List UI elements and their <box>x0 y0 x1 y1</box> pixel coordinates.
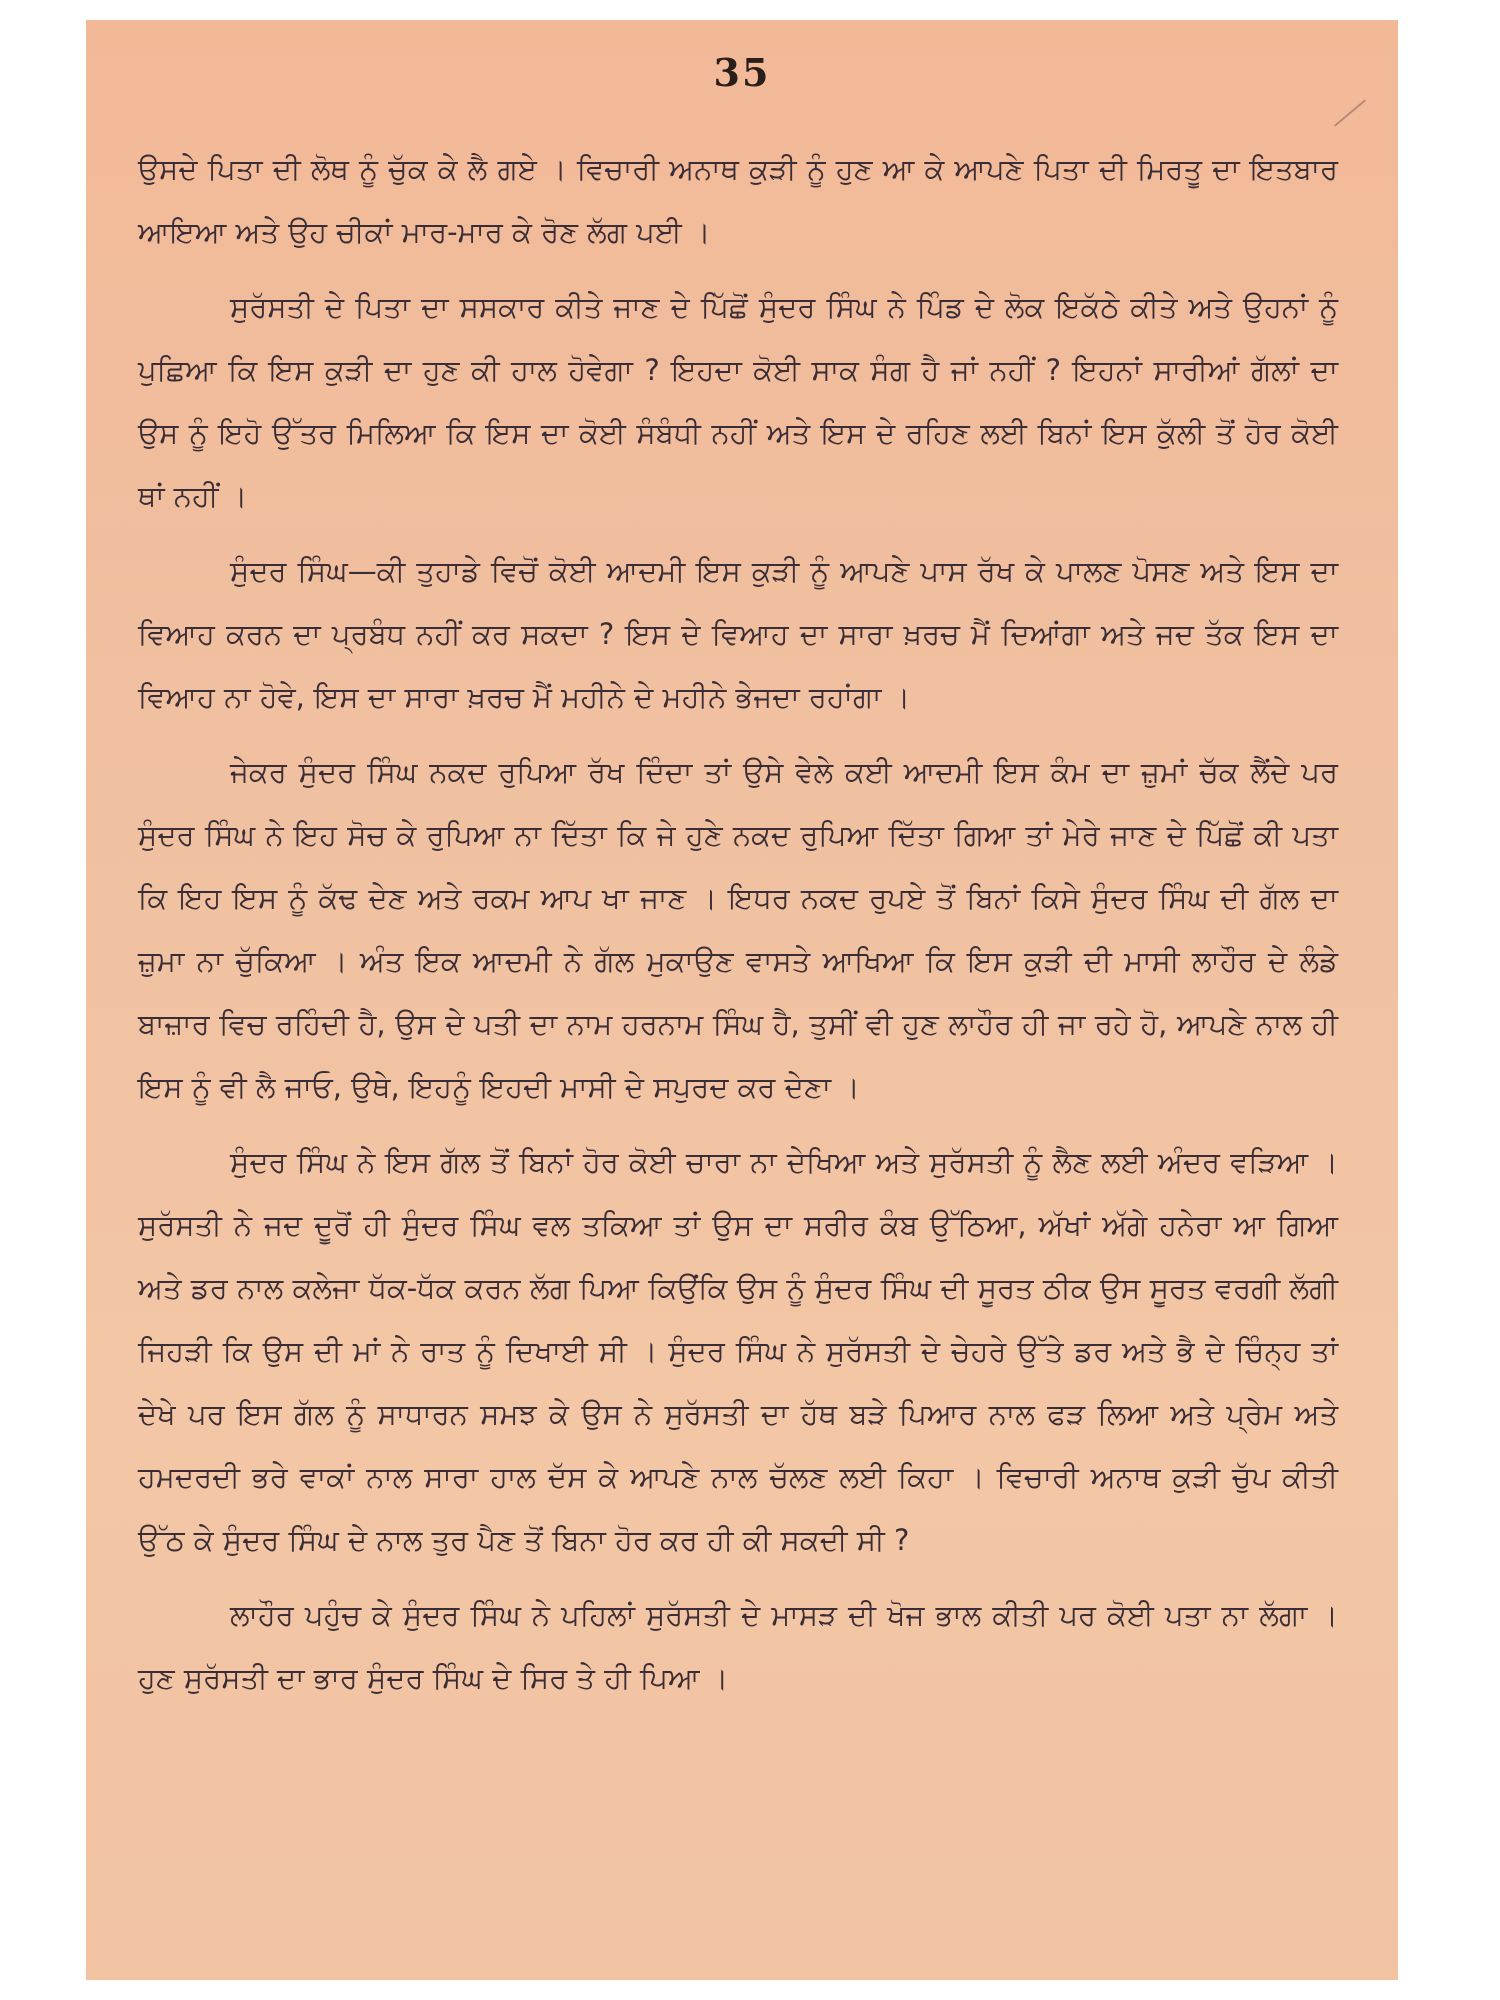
book-page <box>86 20 1398 1980</box>
paragraph-3: ਸੁੰਦਰ ਸਿੰਘ—ਕੀ ਤੁਹਾਡੇ ਵਿਚੋਂ ਕੋਈ ਆਦਮੀ ਇਸ ਕੁੜੀ ਨੂੰ ਆਪਣੇ ਪਾਸ ਰੱਖ ਕੇ ਪਾਲਣ ਪੋਸਣ ਅਤੇ ਇਸ ਦਾ ਵਿਆਹ ਕਰਨ ਦਾ ਪ੍ਰਬੰਧ ਨਹੀਂ ਕਰ ਸਕਦਾ ? ਇਸ ਦੇ ਵਿਆਹ ਦਾ ਸਾਰਾ ਖ਼ਰਚ ਮੈਂ ਦਿਆਂਗਾ ਅਤੇ ਜਦ ਤੱਕ ਇਸ ਦਾ ਵਿਆਹ ਨਾ ਹੋਵੇ, ਇਸ ਦਾ ਸਾਰਾ ਖ਼ਰਚ ਮੈਂ ਮਹੀਨੇ ਦੇ ਮਹੀਨੇ ਭੇਜਦਾ ਰਹਾਂਗਾ । <box>138 554 1338 714</box>
paragraph-1: ਉਸਦੇ ਪਿਤਾ ਦੀ ਲੋਥ ਨੂੰ ਚੁੱਕ ਕੇ ਲੈ ਗਏ । ਵਿਚਾਰੀ ਅਨਾਥ ਕੁੜੀ ਨੂੰ ਹੁਣ ਆ ਕੇ ਆਪਣੇ ਪਿਤਾ ਦੀ ਮਿਰਤੂ ਦਾ ਇਤਬਾਰ ਆਇਆ ਅਤੇ ਉਹ ਚੀਕਾਂ ਮਾਰ-ਮਾਰ ਕੇ ਰੋਣ ਲੱਗ ਪਈ । <box>138 152 1338 249</box>
paper-mark <box>1334 99 1366 126</box>
page-number: 35 <box>713 50 771 95</box>
paragraph-2: ਸੁਰੱਸਤੀ ਦੇ ਪਿਤਾ ਦਾ ਸਸਕਾਰ ਕੀਤੇ ਜਾਣ ਦੇ ਪਿੱਛੋਂ ਸੁੰਦਰ ਸਿੰਘ ਨੇ ਪਿੰਡ ਦੇ ਲੋਕ ਇਕੱਠੇ ਕੀਤੇ ਅਤੇ ਉਹਨਾਂ ਨੂੰ ਪੁਛਿਆ ਕਿ ਇਸ ਕੁੜੀ ਦਾ ਹੁਣ ਕੀ ਹਾਲ ਹੋਵੇਗਾ ? ਇਹਦਾ ਕੋਈ ਸਾਕ ਸੰਗ ਹੈ ਜਾਂ ਨਹੀਂ ? ਇਹਨਾਂ ਸਾਰੀਆਂ ਗੱਲਾਂ ਦਾ ਉਸ ਨੂੰ ਇਹੋ ਉੱਤਰ ਮਿਲਿਆ ਕਿ ਇਸ ਦਾ ਕੋਈ ਸੰਬੰਧੀ ਨਹੀਂ ਅਤੇ ਇਸ ਦੇ ਰਹਿਣ ਲਈ ਬਿਨਾਂ ਇਸ ਕੁੱਲੀ ਤੋਂ ਹੋਰ ਕੋਈ ਥਾਂ ਨਹੀਂ । <box>138 290 1338 513</box>
paragraph-4: ਜੇਕਰ ਸੁੰਦਰ ਸਿੰਘ ਨਕਦ ਰੁਪਿਆ ਰੱਖ ਦਿੰਦਾ ਤਾਂ ਉਸੇ ਵੇਲੇ ਕਈ ਆਦਮੀ ਇਸ ਕੰਮ ਦਾ ਜ਼ੁਮਾਂ ਚੱਕ ਲੈਂਦੇ ਪਰ ਸੁੰਦਰ ਸਿੰਘ ਨੇ ਇਹ ਸੋਚ ਕੇ ਰੁਪਿਆ ਨਾ ਦਿੱਤਾ ਕਿ ਜੇ ਹੁਣੇ ਨਕਦ ਰੁਪਿਆ ਦਿੱਤਾ ਗਿਆ ਤਾਂ ਮੇਰੇ ਜਾਣ ਦੇ ਪਿੱਛੋਂ ਕੀ ਪਤਾ ਕਿ ਇਹ ਇਸ ਨੂੰ ਕੱਢ ਦੇਣ ਅਤੇ ਰਕਮ ਆਪ ਖਾ ਜਾਣ । ਇਧਰ ਨਕਦ ਰੁਪਏ ਤੋਂ ਬਿਨਾਂ ਕਿਸੇ ਸੁੰਦਰ ਸਿੰਘ ਦੀ ਗੱਲ ਦਾ ਜ਼ੁਮਾ ਨਾ ਚੁੱਕਿਆ । ਅੰਤ ਇਕ ਆਦਮੀ ਨੇ ਗੱਲ ਮੁਕਾਉਣ ਵਾਸਤੇ ਆਖਿਆ ਕਿ ਇਸ ਕੁੜੀ ਦੀ ਮਾਸੀ ਲਾਹੌਰ ਦੇ ਲੰਡੇ ਬਾਜ਼ਾਰ ਵਿਚ ਰਹਿੰਦੀ ਹੈ, ਉਸ ਦੇ ਪਤੀ ਦਾ ਨਾਮ ਹਰਨਾਮ ਸਿੰਘ ਹੈ, ਤੁਸੀਂ ਵੀ ਹੁਣ ਲਾਹੌਰ ਹੀ ਜਾ ਰਹੇ ਹੋ, ਆਪਣੇ ਨਾਲ ਹੀ ਇਸ ਨੂੰ ਵੀ ਲੈ ਜਾਓ, ਉਥੇ, ਇਹਨੂੰ ਇਹਦੀ ਮਾਸੀ ਦੇ ਸਪੁਰਦ ਕਰ ਦੇਣਾ । <box>138 755 1338 1104</box>
paragraph-6: ਲਾਹੌਰ ਪਹੁੰਚ ਕੇ ਸੁੰਦਰ ਸਿੰਘ ਨੇ ਪਹਿਲਾਂ ਸੁਰੱਸਤੀ ਦੇ ਮਾਸੜ ਦੀ ਖੋਜ ਭਾਲ ਕੀਤੀ ਪਰ ਕੋਈ ਪਤਾ ਨਾ ਲੱਗਾ । ਹੁਣ ਸੁਰੱਸਤੀ ਦਾ ਭਾਰ ਸੁੰਦਰ ਸਿੰਘ ਦੇ ਸਿਰ ਤੇ ਹੀ ਪਿਆ । <box>138 1598 1338 1695</box>
paragraph-5: ਸੁੰਦਰ ਸਿੰਘ ਨੇ ਇਸ ਗੱਲ ਤੋਂ ਬਿਨਾਂ ਹੋਰ ਕੋਈ ਚਾਰਾ ਨਾ ਦੇਖਿਆ ਅਤੇ ਸੁਰੱਸਤੀ ਨੂੰ ਲੈਣ ਲਈ ਅੰਦਰ ਵੜਿਆ । ਸੁਰੱਸਤੀ ਨੇ ਜਦ ਦੂਰੋਂ ਹੀ ਸੁੰਦਰ ਸਿੰਘ ਵਲ ਤਕਿਆ ਤਾਂ ਉਸ ਦਾ ਸਰੀਰ ਕੰਬ ਉੱਠਿਆ, ਅੱਖਾਂ ਅੱਗੇ ਹਨੇਰਾ ਆ ਗਿਆ ਅਤੇ ਡਰ ਨਾਲ ਕਲੇਜਾ ਧੱਕ-ਧੱਕ ਕਰਨ ਲੱਗ ਪਿਆ ਕਿਉਂਕਿ ਉਸ ਨੂੰ ਸੁੰਦਰ ਸਿੰਘ ਦੀ ਸੂਰਤ ਠੀਕ ਉਸ ਸੂਰਤ ਵਰਗੀ ਲੱਗੀ ਜਿਹੜੀ ਕਿ ਉਸ ਦੀ ਮਾਂ ਨੇ ਰਾਤ ਨੂੰ ਦਿਖਾਈ ਸੀ । ਸੁੰਦਰ ਸਿੰਘ ਨੇ ਸੁਰੱਸਤੀ ਦੇ ਚੇਹਰੇ ਉੱਤੇ ਡਰ ਅਤੇ ਭੈ ਦੇ ਚਿੰਨ੍ਹ ਤਾਂ ਦੇਖੇ ਪਰ ਇਸ ਗੱਲ ਨੂੰ ਸਾਧਾਰਨ ਸਮਝ ਕੇ ਉਸ ਨੇ ਸੁਰੱਸਤੀ ਦਾ ਹੱਥ ਬੜੇ ਪਿਆਰ ਨਾਲ ਫੜ ਲਿਆ ਅਤੇ ਪ੍ਰੇਮ ਅਤੇ ਹਮਦਰਦੀ ਭਰੇ ਵਾਕਾਂ ਨਾਲ ਸਾਰਾ ਹਾਲ ਦੱਸ ਕੇ ਆਪਣੇ ਨਾਲ ਚੱਲਣ ਲਈ ਕਿਹਾ । ਵਿਚਾਰੀ ਅਨਾਥ ਕੁੜੀ ਚੁੱਪ ਕੀਤੀ ਉੱਠ ਕੇ ਸੁੰਦਰ ਸਿੰਘ ਦੇ ਨਾਲ ਤੁਰ ਪੈਣ ਤੋਂ ਬਿਨਾ ਹੋਰ ਕਰ ਹੀ ਕੀ ਸਕਦੀ ਸੀ ? <box>138 1145 1338 1557</box>
page-body <box>138 138 1338 1722</box>
